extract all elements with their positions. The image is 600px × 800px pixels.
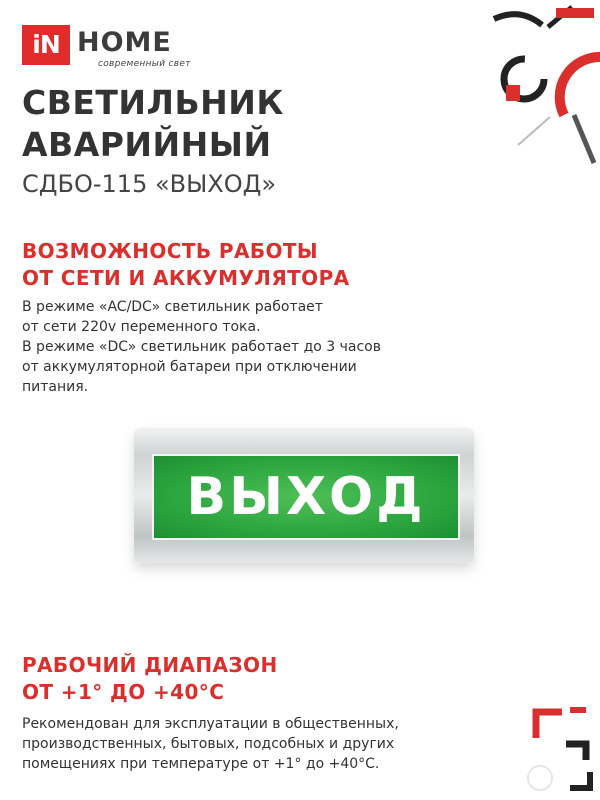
exit-sign-panel: [152, 454, 460, 540]
logo-tagline: современный свет: [98, 59, 191, 69]
section-1-line: от сети 220v переменного тока.: [22, 319, 261, 335]
section-2-line: Рекомендован для эксплуатации в общественных,: [22, 716, 399, 732]
section-1-heading-line-2: ОТ СЕТИ И АККУМУЛЯТОРА: [22, 266, 350, 290]
section-1-heading: [22, 238, 350, 292]
section-2-heading-line-1: РАБОЧИЙ ДИАПАЗОН: [22, 653, 278, 677]
section-1-line: питания.: [22, 379, 89, 395]
section-2-heading: [22, 652, 278, 706]
logo-word: HOME: [77, 27, 172, 58]
decorative-graphic-top: [490, 5, 600, 165]
decorative-graphic-bottom: [526, 698, 596, 798]
section-2-line: помещениях при температуре от +1° до +40°С.: [22, 756, 380, 772]
title-line-2: АВАРИЙНЫЙ: [22, 125, 272, 164]
model-name: СДБО-115 «ВЫХОД»: [22, 170, 277, 198]
page-title: [22, 82, 284, 166]
section-2-heading-line-2: ОТ +1° ДО +40°С: [22, 680, 225, 704]
section-1-line: В режиме «DC» светильник работает до 3 часов: [22, 339, 381, 355]
section-1-text: [22, 297, 442, 397]
section-2-line: производственных, бытовых, подсобных и других: [22, 736, 395, 752]
emergency-light-image: [134, 428, 474, 563]
section-2-text: [22, 714, 442, 774]
section-1-line: от аккумуляторной батареи при отключении: [22, 359, 357, 375]
title-line-1: СВЕТИЛЬНИК: [22, 83, 284, 122]
exit-sign-text: ВЫХОД: [186, 467, 426, 527]
section-1-line: В режиме «AC/DC» светильник работает: [22, 299, 323, 315]
section-1-heading-line-1: ВОЗМОЖНОСТЬ РАБОТЫ: [22, 239, 319, 263]
logo-box: iN: [22, 25, 70, 65]
